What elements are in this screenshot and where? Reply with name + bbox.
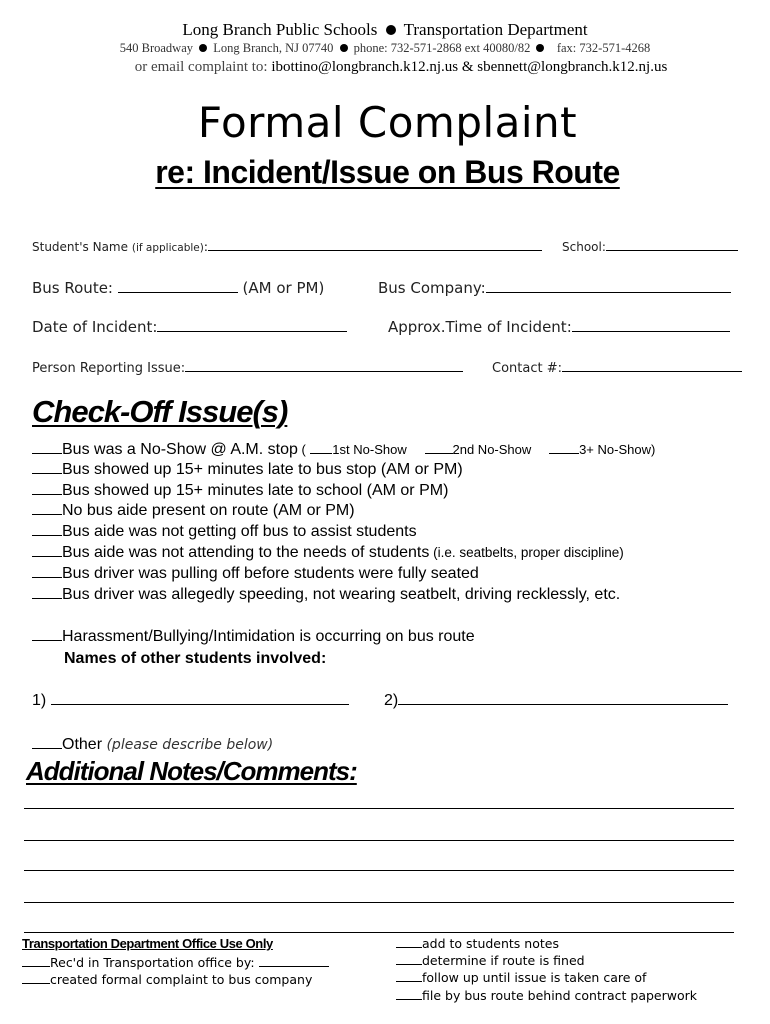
checkbox-line[interactable] bbox=[396, 946, 422, 948]
bullet-icon bbox=[199, 44, 207, 52]
checkbox-line[interactable] bbox=[32, 472, 62, 474]
checkoff-item[interactable] bbox=[32, 544, 624, 562]
student-name-note: (if applicable) bbox=[131, 242, 204, 254]
recd-line[interactable] bbox=[259, 965, 329, 967]
notes-line[interactable] bbox=[24, 932, 734, 933]
bus-route-label: Bus Route: bbox=[32, 279, 118, 297]
notes-line[interactable] bbox=[24, 840, 734, 841]
contact-label: Contact #: bbox=[492, 361, 562, 376]
contact-line[interactable] bbox=[562, 370, 742, 372]
second-no-show: 2nd No-Show bbox=[452, 442, 532, 457]
bullet-icon bbox=[536, 44, 544, 52]
checkoff-no-show[interactable] bbox=[32, 441, 655, 459]
org-name: Long Branch Public Schools bbox=[182, 20, 378, 39]
recd-label: Rec'd in Transportation office by: bbox=[50, 955, 259, 970]
school-line[interactable] bbox=[606, 249, 738, 251]
office-recd[interactable] bbox=[22, 955, 329, 970]
harassment-label: Harassment/Bullying/Intimidation is occurring on bus route bbox=[62, 628, 475, 645]
bus-company-field[interactable] bbox=[378, 279, 731, 297]
address: 540 Broadway bbox=[119, 41, 193, 55]
checkbox-line[interactable] bbox=[32, 534, 62, 536]
bus-company-label: Bus Company: bbox=[378, 279, 486, 297]
time-field[interactable] bbox=[388, 318, 730, 336]
bus-company-line[interactable] bbox=[486, 291, 731, 293]
add-notes-label: add to students notes bbox=[422, 936, 559, 951]
bus-route-field[interactable] bbox=[32, 279, 324, 297]
checkbox-line[interactable] bbox=[32, 747, 62, 749]
other-note: (please describe below) bbox=[102, 737, 274, 753]
student-name-field[interactable] bbox=[32, 240, 542, 254]
name-2-field[interactable] bbox=[384, 692, 728, 710]
office-fined[interactable] bbox=[396, 953, 585, 968]
office-add-notes[interactable] bbox=[396, 936, 559, 951]
checkoff-item-label: No bus aide present on route (AM or PM) bbox=[62, 502, 355, 519]
school-label: School: bbox=[562, 240, 606, 254]
aide-note: (i.e. seatbelts, proper discipline) bbox=[429, 545, 624, 560]
office-file[interactable] bbox=[396, 988, 697, 1003]
school-field[interactable] bbox=[562, 240, 738, 254]
checkoff-item[interactable] bbox=[32, 482, 448, 500]
checkbox-line[interactable] bbox=[396, 963, 422, 965]
header-contact-line bbox=[0, 41, 770, 56]
checkbox-line[interactable] bbox=[32, 452, 62, 454]
person-line[interactable] bbox=[185, 370, 463, 372]
checkoff-item-label: Bus driver was pulling off before students were fully seated bbox=[62, 565, 479, 582]
bullet-icon bbox=[386, 25, 396, 35]
checkoff-harassment[interactable] bbox=[32, 628, 475, 646]
checkoff-item[interactable] bbox=[32, 565, 479, 583]
student-name-line[interactable] bbox=[208, 249, 542, 251]
am-pm-label: (AM or PM) bbox=[242, 279, 325, 297]
email-addresses[interactable]: ibottino@longbranch.k12.nj.us & sbennett@longbranch.k12.nj.us bbox=[271, 59, 668, 75]
checkoff-item-label: Bus showed up 15+ minutes late to school (AM or PM) bbox=[62, 482, 449, 499]
time-label: Approx.Time of Incident: bbox=[388, 318, 572, 336]
date-label: Date of Incident: bbox=[32, 318, 158, 336]
office-heading: Transportation Department Office Use Only bbox=[22, 936, 273, 951]
name-2-line[interactable] bbox=[398, 703, 728, 705]
name-1-field[interactable] bbox=[32, 692, 349, 710]
paren: ( bbox=[297, 442, 306, 457]
dept-name: Transportation Department bbox=[403, 20, 588, 39]
name-2-label: 2) bbox=[384, 692, 399, 709]
header-org-line bbox=[0, 20, 770, 40]
header-email-line bbox=[0, 59, 770, 76]
checkoff-item-label: Bus aide was not getting off bus to assist students bbox=[62, 523, 417, 540]
city: Long Branch, NJ 07740 bbox=[213, 41, 334, 55]
checkbox-line[interactable] bbox=[32, 555, 62, 557]
checkbox-line[interactable] bbox=[396, 980, 422, 982]
date-line[interactable] bbox=[157, 330, 347, 332]
bullet-icon bbox=[340, 44, 348, 52]
student-name-label: Student's Name bbox=[32, 240, 129, 254]
colon: : bbox=[203, 240, 208, 254]
checkbox-line[interactable] bbox=[32, 639, 62, 641]
no-show-label: Bus was a No-Show @ A.M. stop bbox=[62, 441, 298, 458]
checkbox-line[interactable] bbox=[549, 452, 579, 454]
time-line[interactable] bbox=[572, 330, 730, 332]
person-label: Person Reporting Issue: bbox=[32, 361, 186, 376]
notes-heading: Additional Notes/Comments: bbox=[26, 756, 357, 786]
checkoff-item-label: Bus driver was allegedly speeding, not wearing seatbelt, driving recklessly, etc. bbox=[62, 586, 621, 603]
checkoff-heading: Check-Off Issue(s) bbox=[32, 394, 288, 429]
fined-label: determine if route is fined bbox=[422, 953, 585, 968]
checkbox-line[interactable] bbox=[396, 998, 422, 1000]
checkbox-line[interactable] bbox=[425, 452, 453, 454]
bus-route-line[interactable] bbox=[118, 291, 238, 293]
page-title: Formal Complaint bbox=[197, 98, 578, 147]
checkoff-other[interactable] bbox=[32, 736, 273, 754]
checkbox-line[interactable] bbox=[32, 493, 62, 495]
person-field[interactable] bbox=[32, 361, 463, 376]
email-prefix: or email complaint to: bbox=[134, 59, 272, 75]
notes-line[interactable] bbox=[24, 870, 734, 871]
first-no-show: 1st No-Show bbox=[332, 442, 407, 457]
checkoff-item[interactable] bbox=[32, 523, 417, 541]
office-follow[interactable] bbox=[396, 970, 646, 985]
checkoff-item[interactable] bbox=[32, 461, 463, 479]
names-heading: Names of other students involved: bbox=[64, 650, 327, 667]
name-1-line[interactable] bbox=[51, 703, 349, 705]
notes-line[interactable] bbox=[24, 808, 734, 809]
page-subtitle: re: Incident/Issue on Bus Route bbox=[155, 154, 620, 190]
follow-label: follow up until issue is taken care of bbox=[422, 970, 647, 985]
checkbox-line[interactable] bbox=[310, 452, 332, 454]
checkbox-line[interactable] bbox=[32, 513, 62, 515]
checkoff-item-label: Bus aide was not attending to the needs of students bbox=[62, 544, 430, 561]
third-no-show: 3+ No-Show) bbox=[579, 442, 656, 457]
date-field[interactable] bbox=[32, 318, 347, 336]
checkoff-item[interactable] bbox=[32, 586, 620, 604]
phone: phone: 732-571-2868 ext 40080/82 bbox=[353, 41, 531, 55]
file-label: file by bus route behind contract paperwork bbox=[422, 988, 698, 1003]
office-created[interactable] bbox=[22, 972, 312, 987]
created-label: created formal complaint to bus company bbox=[50, 972, 313, 987]
checkbox-line[interactable] bbox=[22, 982, 50, 984]
contact-field[interactable] bbox=[492, 361, 742, 376]
name-1-label: 1) bbox=[32, 692, 47, 709]
notes-line[interactable] bbox=[24, 902, 734, 903]
checkoff-item-label: Bus showed up 15+ minutes late to bus stop (AM or PM) bbox=[62, 461, 463, 478]
checkbox-line[interactable] bbox=[32, 597, 62, 599]
other-label: Other bbox=[62, 736, 103, 753]
checkoff-item[interactable] bbox=[32, 502, 355, 520]
checkbox-line[interactable] bbox=[32, 576, 62, 578]
fax: fax: 732-571-4268 bbox=[556, 41, 651, 55]
checkbox-line[interactable] bbox=[22, 965, 50, 967]
